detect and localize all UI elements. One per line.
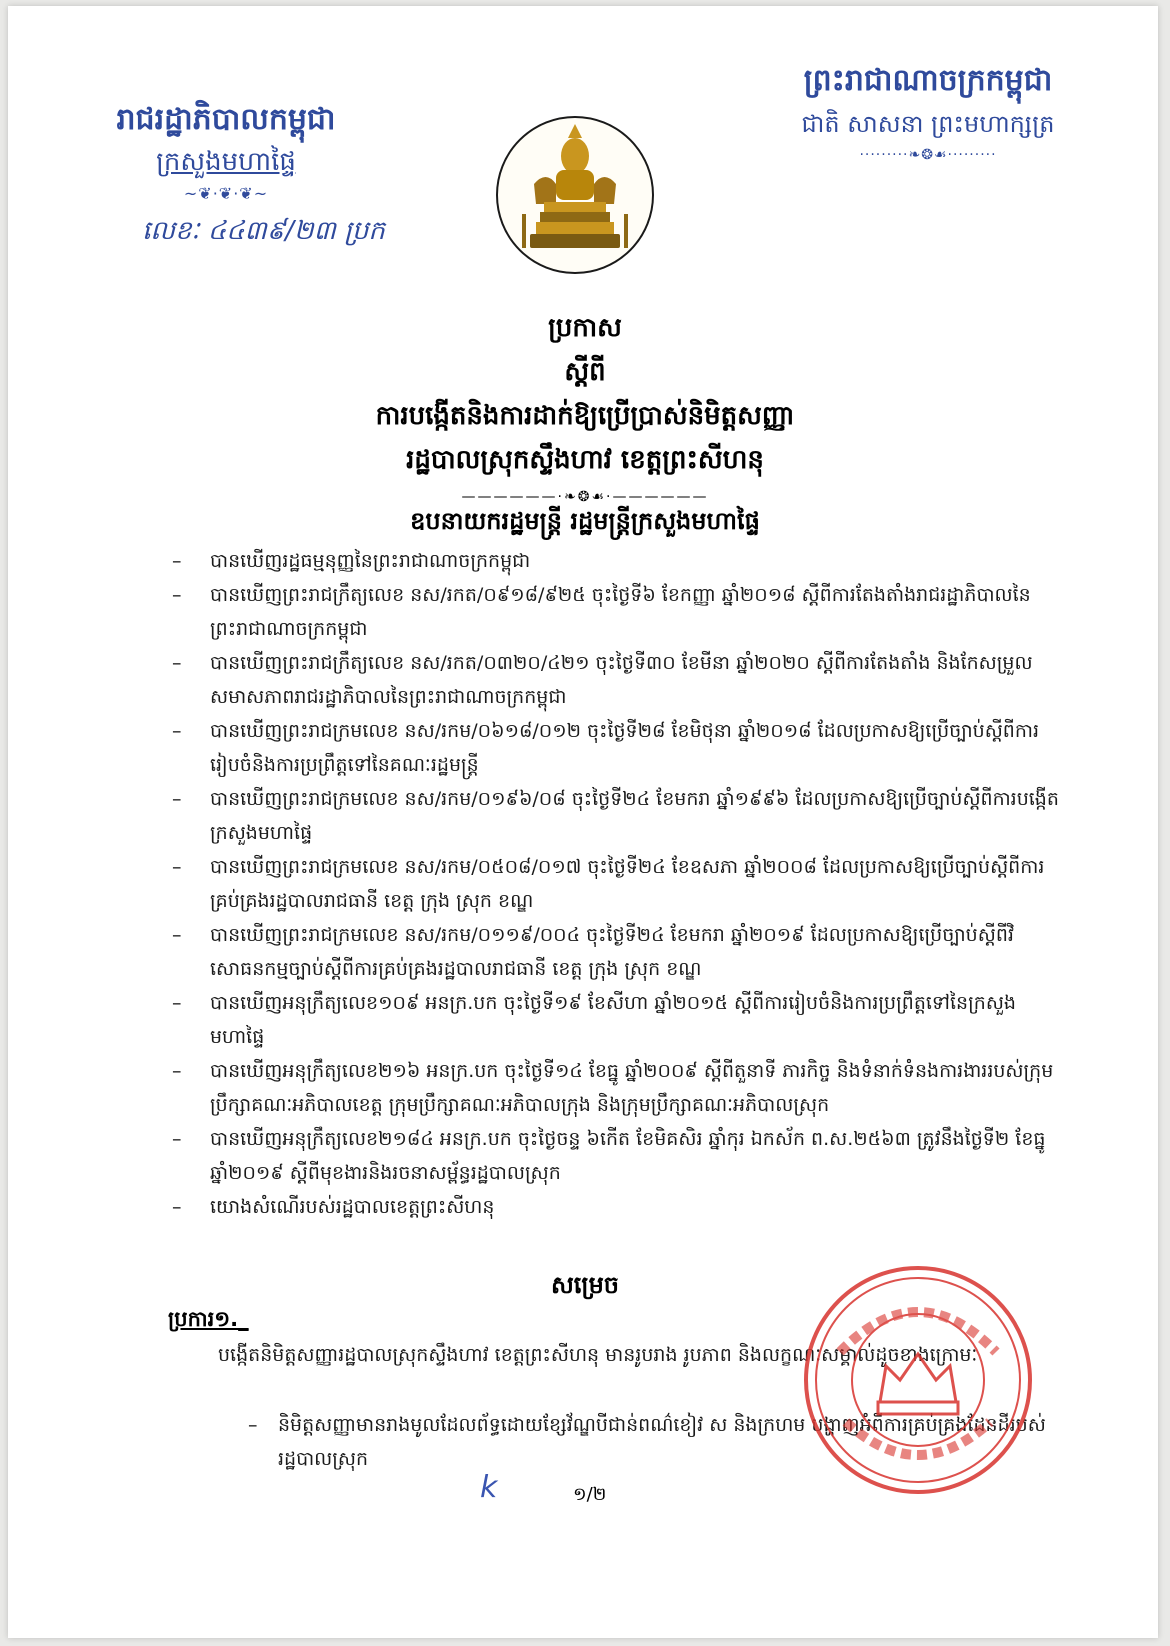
issuing-authority: ឧបនាយករដ្ឋមន្ត្រី រដ្ឋមន្ត្រីក្រសួងមហាផ្ទៃ: [410, 507, 760, 535]
kingdom-header: [778, 58, 1078, 166]
document-page: [8, 6, 1158, 1638]
reference-item: – បានឃើញអនុក្រឹត្យលេខ២១៨៤ អនក្រ.បក ចុះថ្ងៃចន្ទ ៦កើត ខែមិគសិរ ឆ្នាំកុរ ឯកស័ក ព.ស.២៥៦៣ ត្រូវនឹងថ្ងៃទី២ ខែធ្នូ ឆ្នាំ២០១៩ ស្តីពីមុខងារនិងរចនាសម្ព័ន្ធរដ្ឋបាលស្រុក: [168, 1122, 1064, 1190]
title-ornament: ——————·❧❂☙·——————: [461, 489, 709, 505]
document-number: លេខៈ ៤៤៣៩/២៣ ប្រក: [142, 216, 385, 246]
reference-item: – យោងសំណើរបស់រដ្ឋបាលខេត្តព្រះសីហនុ: [168, 1190, 1064, 1224]
title-administration: រដ្ឋបាលស្រុកស្ទឹងហាវ ខេត្តព្រះសីហនុ: [406, 445, 764, 475]
bullet-dash: –: [248, 1414, 258, 1436]
reference-list: [168, 544, 1064, 1224]
title-subject: ការបង្កើតនិងការដាក់ឱ្យប្រើប្រាស់និមិត្តសញ្ញា: [375, 401, 795, 431]
header-ornament-right: ·········❧❂☙·········: [859, 147, 997, 163]
reference-item: – បានឃើញព្រះរាជក្រមលេខ នស/រកម/០១៩៦/០៨ ចុះថ្ងៃទី២៤ ខែមករា ឆ្នាំ១៩៩៦ ដែលប្រកាសឱ្យប្រើច្បាប់ស្តីពីការបង្កើតក្រសួងមហាផ្ទៃ: [168, 782, 1064, 850]
title-prakas: ប្រកាស: [548, 313, 622, 343]
announcement-title: [128, 306, 1042, 512]
reference-item: – បានឃើញអនុក្រឹត្យលេខ២១៦ អនក្រ.បក ចុះថ្ងៃទី១៤ ខែធ្នូ ឆ្នាំ២០០៩ ស្តីពីតួនាទី ភារកិច្ច និងទំនាក់ទំនងការងាររបស់ក្រុមប្រឹក្សាគណៈអភិបាលខេត្ត ក្រុមប្រឹក្សាគណៈអភិបាលក្រុង និងក្រុមប្រឹក្សាគណៈអភិបាលស្រុក: [168, 1054, 1064, 1122]
official-seal-icon: [800, 1262, 1036, 1498]
government-name: រាជរដ្ឋាភិបាលកម្ពុជា: [116, 102, 336, 137]
reference-item: – បានឃើញព្រះរាជក្រឹត្យលេខ នស/រកត/០៩១៨/៩២៥ ចុះថ្ងៃទី៦ ខែកញ្ញា ឆ្នាំ២០១៨ ស្តីពីការតែងតាំងរាជរដ្ឋាភិបាលនៃព្រះរាជាណាចក្រកម្ពុជា: [168, 578, 1064, 646]
reference-item: – បានឃើញរដ្ឋធម្មនុញ្ញនៃព្រះរាជាណាចក្រកម្ពុជា: [168, 544, 1064, 578]
reference-item: – បានឃើញអនុក្រឹត្យលេខ១០៩ អនក្រ.បក ចុះថ្ងៃទី១៩ ខែសីហា ឆ្នាំ២០១៥ ស្តីពីការរៀបចំនិងការប្រព្រឹត្តទៅនៃក្រសួងមហាផ្ទៃ: [168, 986, 1064, 1054]
ministry-name: ក្រសួងមហាផ្ទៃ: [156, 147, 296, 177]
decision-heading: សម្រេច: [550, 1271, 620, 1299]
reference-item: – បានឃើញព្រះរាជក្រមលេខ នស/រកម/០៥០៨/០១៧ ចុះថ្ងៃទី២៤ ខែឧសភា ឆ្នាំ២០០៨ ដែលប្រកាសឱ្យប្រើច្បាប់ស្តីពីការគ្រប់គ្រងរដ្ឋបាលរាជធានី ខេត្ត ក្រុង ស្រុក ខណ្ឌ: [168, 850, 1064, 918]
reference-item: – បានឃើញព្រះរាជក្រមលេខ នស/រកម/០៦១៨/០១២ ចុះថ្ងៃទី២៨ ខែមិថុនា ឆ្នាំ២០១៨ ដែលប្រកាសឱ្យប្រើច្បាប់ស្តីពីការរៀបចំនិងការប្រព្រឹត្តទៅនៃគណៈរដ្ឋមន្ត្រី: [168, 714, 1064, 782]
national-motto: ជាតិ សាសនា ព្រះមហាក្សត្រ: [801, 110, 1055, 138]
article-heading: ប្រការ១._: [168, 1307, 249, 1331]
article-bullet-text: និមិត្តសញ្ញាមានរាងមូលដែលព័ទ្ធដោយខ្សែវ័ណ្ឌបីជាន់ពណ៌ខៀវ ស និងក្រហម បង្ហាញអំពីការគ្រប់គ្រងដែនដីរបស់រដ្ឋបាលស្រុក: [278, 1414, 1046, 1470]
kingdom-name: ព្រះរាជាណាចក្រកម្ពុជា: [803, 63, 1053, 98]
article-paragraph: បង្កើតនិមិត្តសញ្ញារដ្ឋបាលស្រុកស្ទឹងហាវ ខេត្តព្រះសីហនុ មានរូបរាង រូបភាព និងលក្ខណៈសម្គាល់ដូចខាងក្រោមៈ: [218, 1344, 978, 1366]
ministry-header: [106, 98, 346, 206]
title-regarding: ស្តីពី: [564, 357, 606, 387]
page-number: ១/២: [573, 1484, 607, 1505]
royal-emblem-icon: [494, 114, 656, 276]
header-ornament-left: ~❦·❦·❦~: [183, 184, 269, 203]
handwritten-initial: k: [480, 1470, 498, 1505]
reference-item: – បានឃើញព្រះរាជក្រមលេខ នស/រកម/០១១៩/០០៤ ចុះថ្ងៃទី២៤ ខែមករា ឆ្នាំ២០១៩ ដែលប្រកាសឱ្យប្រើច្បាប់ស្តីពីវិសោធនកម្មច្បាប់ស្តីពីការគ្រប់គ្រងរដ្ឋបាលរាជធានី ខេត្ត ក្រុង ស្រុក ខណ្ឌ: [168, 918, 1064, 986]
reference-item: – បានឃើញព្រះរាជក្រឹត្យលេខ នស/រកត/០៣២០/៤២១ ចុះថ្ងៃទី៣០ ខែមីនា ឆ្នាំ២០២០ ស្តីពីការតែងតាំង និងកែសម្រួលសមាសភាពរាជរដ្ឋាភិបាលនៃព្រះរាជាណាចក្រកម្ពុជា: [168, 646, 1064, 714]
